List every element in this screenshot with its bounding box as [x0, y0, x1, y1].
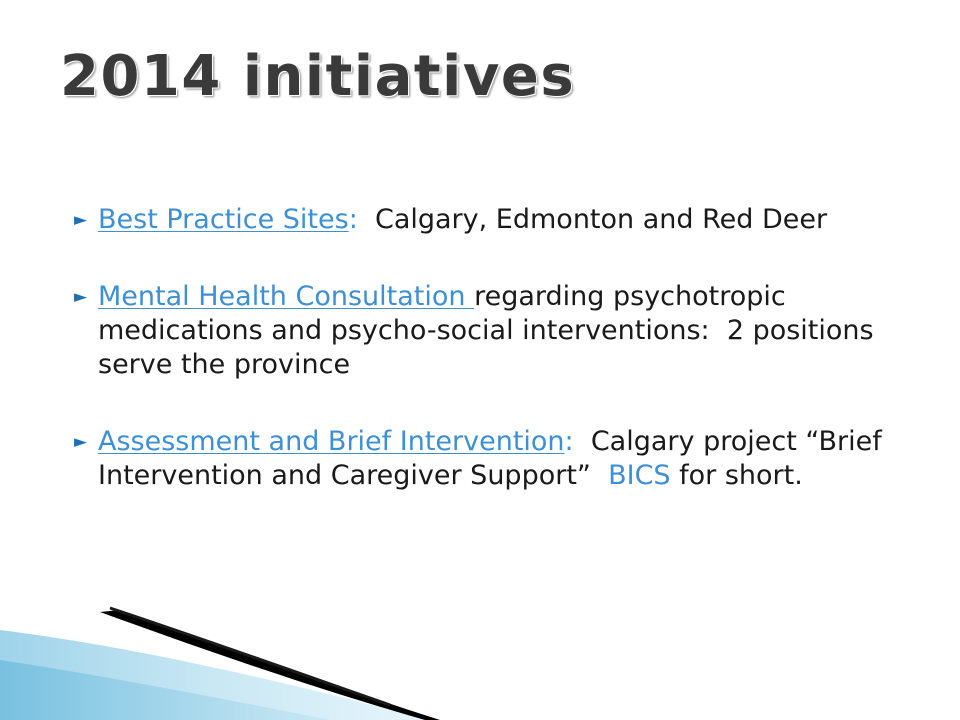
best-practice-sites-colon: : [348, 204, 358, 235]
bottom-left-wave-decoration [0, 600, 960, 720]
bullet-list [74, 203, 894, 536]
best-practice-sites-link[interactable]: Best Practice Sites [98, 204, 349, 235]
slide-title: 2014 initiatives [60, 44, 576, 109]
assessment-brief-intervention-link[interactable]: Assessment and Brief Intervention [98, 426, 565, 457]
mental-health-consultation-text: regarding psychotropic medications and psycho-social interventions: 2 positions serve the province [98, 281, 883, 380]
triangle-right-icon: ► [74, 210, 88, 230]
bullet-item-mental-health-consultation [74, 280, 894, 382]
triangle-right-icon: ► [74, 432, 88, 452]
bics-abbreviation: BICS [608, 460, 671, 491]
best-practice-sites-text: Calgary, Edmonton and Red Deer [357, 204, 828, 235]
assessment-brief-intervention-colon: : [564, 426, 574, 457]
assessment-brief-intervention-text-end: for short. [670, 460, 803, 491]
bullet-item-assessment-brief-intervention [74, 425, 894, 493]
triangle-right-icon: ► [74, 287, 88, 307]
mental-health-consultation-link[interactable]: Mental Health Consultation [98, 281, 475, 312]
bullet-item-best-practice-sites [74, 203, 894, 237]
assessment-brief-intervention-text: Calgary project “Brief Intervention and Caregiver Support” [98, 426, 891, 491]
